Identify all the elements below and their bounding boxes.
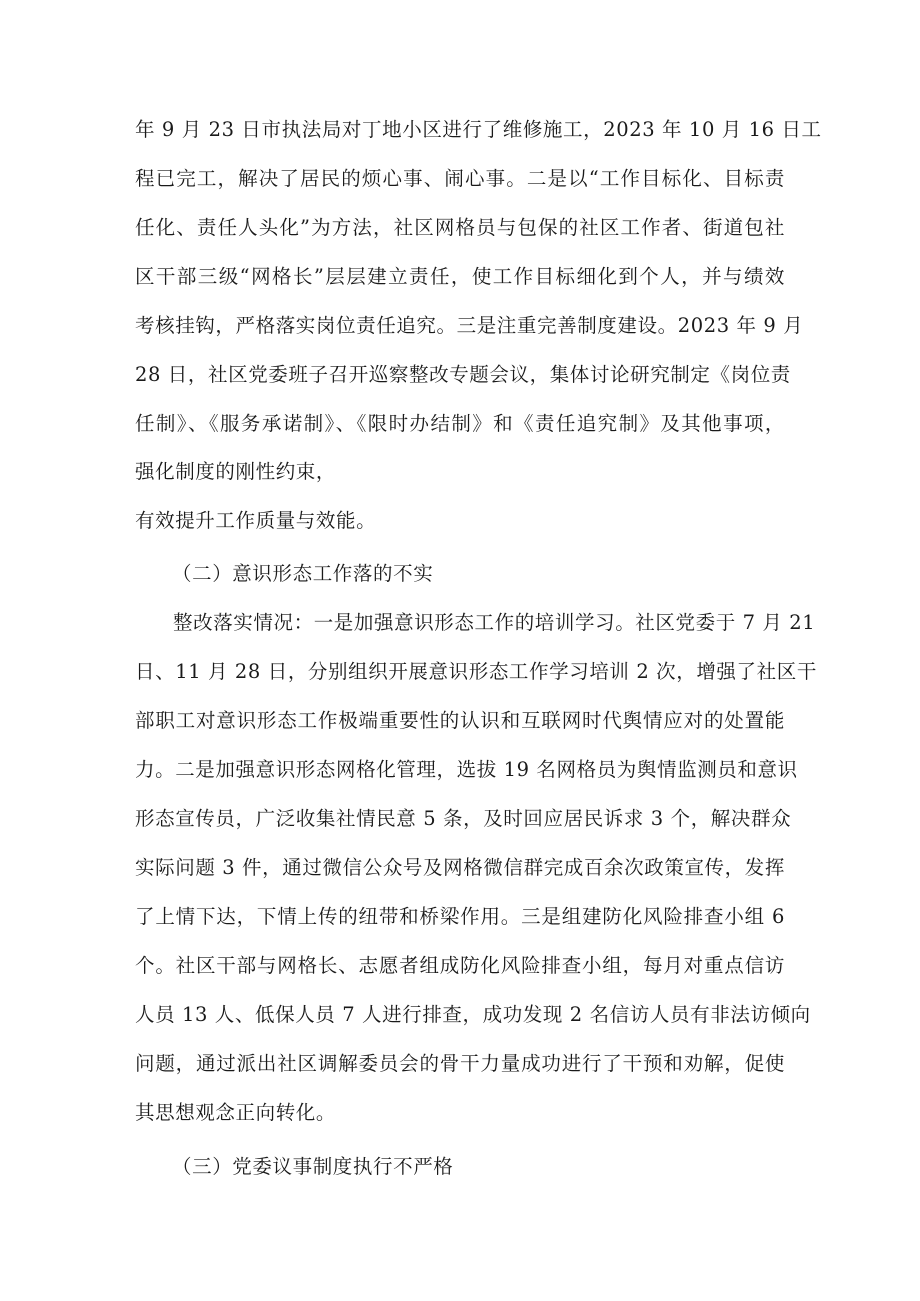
text-line: 区干部三级“网格长”层层建立责任，使工作目标细化到个人，并与绩效 — [135, 265, 785, 288]
text-line: 实际问题 3 件，通过微信公众号及网格微信群完成百余次政策宣传，发挥 — [135, 856, 785, 879]
text-line: 强化制度的刚性约束， — [135, 460, 337, 483]
text-line: 力。二是加强意识形态网格化管理，选拔 19 名网格员为舆情监测员和意识 — [135, 758, 798, 781]
text-line: 日、11 月 28 日，分别组织开展意识形态工作学习培训 2 次，增强了社区干 — [135, 660, 817, 683]
text-line: 人员 13 人、低保人员 7 人进行排查，成功发现 2 名信访人员有非法访倾向 — [135, 1003, 811, 1026]
text-line: 了上情下达，下情上传的纽带和桥梁作用。三是组建防化风险排查小组 6 — [135, 905, 785, 928]
text-line: 考核挂钩，严格落实岗位责任追究。三是注重完善制度建设。2023 年 9 月 — [135, 314, 804, 337]
text-line: 部职工对意识形态工作极端重要性的认识和互联网时代舆情应对的处置能 — [135, 709, 785, 732]
text-line: 程已完工，解决了居民的烦心事、闹心事。二是以“工作目标化、目标责 — [135, 167, 785, 190]
text-line: 任制》、《服务承诺制》、《限时办结制》和《责任追究制》及其他事项， — [135, 412, 785, 435]
text-line: 问题，通过派出社区调解委员会的骨干力量成功进行了干预和劝解，促使 — [135, 1052, 785, 1075]
text-line: 形态宣传员，广泛收集社情民意 5 条，及时回应居民诉求 3 个，解决群众 — [135, 807, 792, 830]
text-line: 28 日，社区党委班子召开巡察整改专题会议，集体讨论研究制定《岗位责 — [135, 363, 791, 386]
text-line: 年 9 月 23 日市执法局对丁地小区进行了维修施工，2023 年 10 月 16 日工 — [135, 118, 822, 141]
text-line: 其思想观念正向转化。 — [135, 1101, 337, 1124]
section-heading-2: （二）意识形态工作落的不实 — [172, 562, 434, 585]
text-line: 整改落实情况：一是加强意识形态工作的培训学习。社区党委于 7 月 21 — [173, 611, 816, 634]
text-line: 个。社区干部与网格长、志愿者组成防化风险排查小组，每月对重点信访 — [135, 954, 785, 977]
section-heading-3: （三）党委议事制度执行不严格 — [172, 1155, 454, 1178]
text-line: 任化、责任人头化”为方法，社区网格员与包保的社区工作者、街道包社 — [135, 216, 785, 239]
text-line: 有效提升工作质量与效能。 — [135, 509, 377, 532]
